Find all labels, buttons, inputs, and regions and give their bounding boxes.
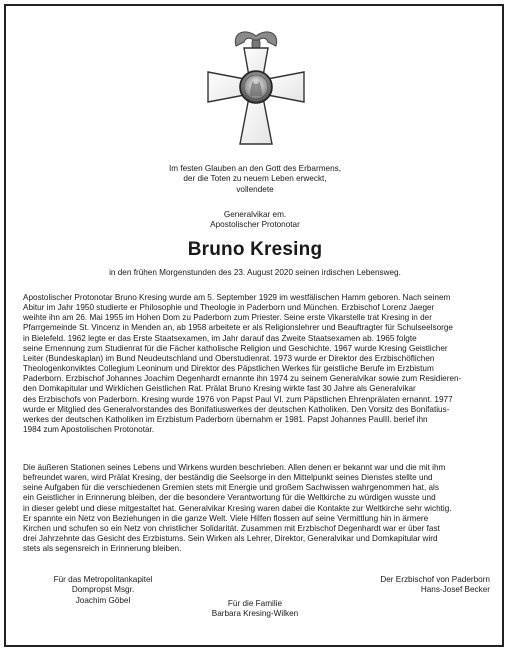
paragraph-line: drei Jahrzehnte das Gesicht des Erzbistums. Sein Wirken als Lehrer, Direktor, Generalvikar und Domkapitular wird [23,534,438,544]
paragraph-line: Pfarrgemeinde St. Vincenz in Menden an, ab 1958 arbeitete er als Religionslehrer und Beauftragter für Schulseelsorge [23,323,453,333]
biography-paragraph [23,293,491,435]
paragraph-line: in Bielefeld. 1962 legte er das Erste Staatsexamen, im Jahr darauf das Zweite Staatsexamen ab. 1965 folgte [23,333,417,343]
paragraph-line: Theologenkonviktes Collegium Leoninum und Direktor des Päpstlichen Werkes für geistliche Berufe im Erzbistum [23,364,434,374]
paragraph-line: wurde er Mitglied des Generalvorstandes des Bonifatiuswerkes der deutschen Katholiken. Den Vorsitz des Bonifatius- [23,404,450,414]
signature-family [180,599,330,620]
paragraph-line: ein Geistlicher in Erinnerung bleiben, der die besondere Verantwortung für die Weltkirche zu würdigen wusste und [23,493,436,503]
paragraph-line: 1984 zum Apostolischen Protonotar. [23,425,155,435]
paragraph-line: Kirchen und schufen so ein Netz von christlicher Solidarität. Zusammen mit Erzbischof Degenhardt war er über fast [23,523,440,533]
title-line: Generalvikar em. [223,210,287,219]
signature-line: Hans-Josef Becker [420,585,490,595]
paragraph-line: den Domkapitular und Wirklichen Geistlichen Rat. Prälat Bruno Kresing wirkte fast 30 Jahre als Generalvikar [23,384,416,394]
title-line: Apostolischer Protonotar [210,220,300,230]
deceased-name: Bruno Kresing [187,239,323,260]
paragraph-line: des Erzbischofs von Paderborn. Kresing wurde 1976 von Papst Paul VI. zum Päpstlichen Ehrenprälaten ernannt. 1977 [23,394,453,404]
paragraph-line: Die äußeren Stationen seines Lebens und Wirkens wurden beschrieben. Allen denen er bekannt war und die mit ihm [23,463,446,472]
signature-line: Joachim Göbel [75,595,131,605]
paragraph-line: befreundet waren, wird Prälat Kresing, der beständig die Seelsorge in den Mittelpunkt seines Dienstes stellte und [23,473,433,483]
paragraph-line: Paderborn. Erzbischof Johannes Joachim Degenhardt ernannte ihn 1974 zu seinem Generalvikar sowie zum Residieren- [23,374,462,384]
signature-line: Barbara Kresing-Wilken [211,609,299,619]
signature-cathedral-chapter [28,575,178,606]
tribute-paragraph [23,463,491,554]
signature-line: Für das Metropolitankapitel [53,575,153,584]
paragraph-line: in dieser gelebt und diese mitgestaltet hat. Generalvikar Kresing waren dabei die Kontakte zur Weltkirche sehr wichtig. [23,503,452,513]
intro-verse [0,164,510,195]
intro-line: Im festen Glauben an den Gott des Erbarmens, [168,164,342,173]
paragraph-line: Abitur im Jahr 1950 studierte er Philosophie und Theologie in Paderborn und München. Erzbischof Lorenz Jaeger [23,303,435,313]
intro-line: der die Toten zu neuem Leben erweckt, [183,174,327,184]
signature-line: Dompropst Msgr. [71,585,135,595]
paragraph-line: Leiter (Bundeskaplan) im Bund Neudeutschland und Oberstudienrat. 1973 wurde er Direktor des Erzbischöflichen [23,353,435,363]
date-of-death-line: in den frühen Morgenstunden des 23. August 2020 seinen irdischen Lebensweg. [109,268,401,277]
intro-line: vollendete [236,184,274,194]
paragraph-line: seine Ernennung zum Studienrat für die Fächer katholische Religion und Geschichte. 1967 wurde Kresing Geistlicher [23,343,448,353]
paragraph-line: Er spannte ein Netz von Beziehungen in die ganze Welt. Viele Hilfen flossen auf seine Vermittlung hin in ärmere [23,513,429,523]
paragraph-line: werkes der deutschen Katholiken im Erzbistum Paderborn übernahm er 1981. Papst Johannes PaulII. berief ihn [23,414,428,424]
signature-line: Für die Familie [227,599,283,608]
paragraph-line: seine Aufgaben für die verschiedenen Gremien stets mit Energie und großem Sachwissen wahrgenommen hat, als [23,483,439,493]
signature-line: Der Erzbischof von Paderborn [380,575,490,584]
signature-archbishop [340,575,490,596]
paragraph-line: Apostolischer Protonotar Bruno Kresing wurde am 5. September 1929 im westfälischen Hamm geboren. Nach seinem [23,293,451,302]
paragraph-line: stets als segensreich in Erinnerung bleiben. [23,544,182,554]
maltese-cross-medal-icon [206,26,306,150]
clerical-titles [0,210,510,231]
paragraph-line: weihte ihn am 26. Mai 1955 im Hohen Dom zu Paderborn zum Priester. Seine erste Vikarstelle trat Kresing in der [23,313,432,323]
